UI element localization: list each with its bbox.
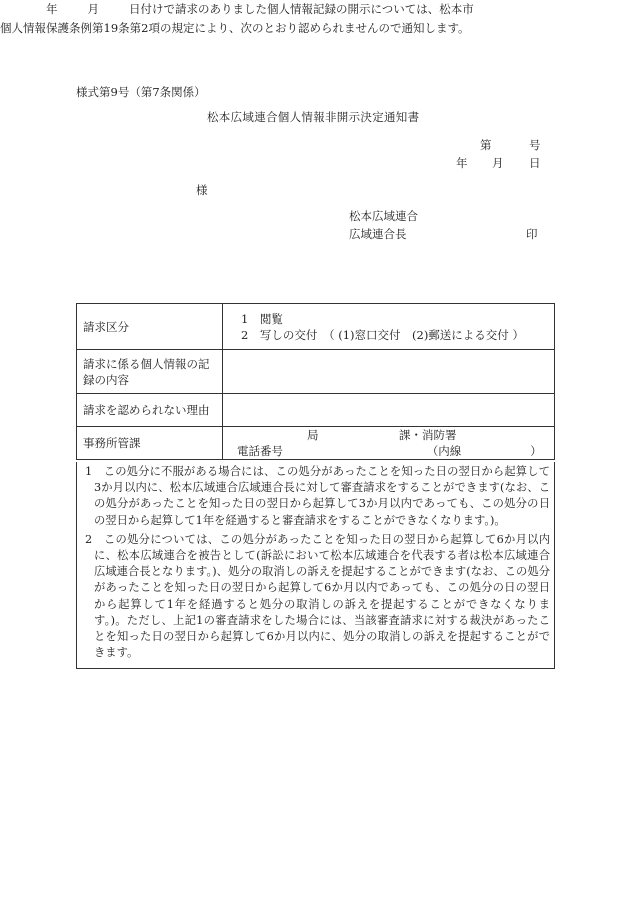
- office-dept-line: 局 課・消防署: [307, 428, 457, 442]
- date-year: 年: [456, 156, 468, 170]
- intro-year: 年: [46, 2, 58, 16]
- office-label: 事務所管課: [77, 427, 223, 460]
- note-item: 1 この処分に不服がある場合には、この処分があったことを知った日の翌日から起算して3か月以内に、松本広域連合広域連合長に対して審査請求をすることができます(なお、この処分があったことを知った日の翌日から起算して3か月以内であっても、この処分の日の翌日から起算して1年を経過すると審査請求をすることができなくなります。)。: [85, 465, 550, 527]
- note-item: 2 この処分については、この処分があったことを知った日の翌日から起算して6か月以内に、松本広域連合を被告として(訴訟において松本広域連合を代表する者は松本広域連合広域連合長となります。)、処分の取消しの訴えを提起することができます(なお、この処分があったことを知った日の翌日から起算して6か月以内であっても、この処分の日の翌日から起算して1年を経過すると処分の取消しの訴えを提起することができなくなります。)。ただし、上記1の審査請求をした場合には、当該審査請求に対する裁決があったことを知った日の翌日から起算して6か月以内に、処分の取消しの訴えを提起することができます。: [85, 532, 550, 660]
- reason-label: 請求を認められない理由: [77, 394, 223, 427]
- intro-line-1-rest: 日付けで請求のありました個人情報記録の開示については、松本市: [129, 2, 474, 16]
- sender-org: 松本広域連合: [349, 209, 418, 223]
- table-row: [77, 350, 555, 394]
- intro-line-2: 個人情報保護条例第19条第2項の規定により、次のとおり認められませんので通知します。: [0, 21, 470, 35]
- intro-month: 月: [87, 2, 99, 16]
- intro-line-1: [0, 0, 478, 19]
- date-day: 日: [529, 156, 541, 170]
- content-label: 請求に係る個人情報の記録の内容: [77, 350, 223, 394]
- sender-title: 広域連合長: [349, 227, 407, 241]
- table-row: [77, 304, 555, 350]
- recipient-suffix: 様: [196, 183, 208, 197]
- request-type-value: [223, 304, 555, 350]
- request-type-option-copy: 2 写しの交付 （ (1)窓口交付 (2)郵送による交付 ）: [241, 327, 524, 342]
- table-row: [77, 394, 555, 427]
- info-table: [76, 303, 555, 460]
- notes-box: [76, 462, 555, 669]
- form-label: 様式第9号（第7条関係）: [76, 85, 206, 99]
- doc-number-suffix: 号: [529, 138, 541, 152]
- seal-mark: 印: [526, 227, 538, 241]
- content-value: [223, 350, 555, 394]
- office-value: [223, 427, 555, 460]
- reason-value: [223, 394, 555, 427]
- table-row: [77, 427, 555, 460]
- date-month: 月: [492, 156, 504, 170]
- office-phone-line: 電話番号 （内線 ）: [237, 444, 542, 458]
- document-title: 松本広域連合個人情報非開示決定通知書: [207, 110, 420, 124]
- doc-number-prefix: 第: [480, 138, 492, 152]
- intro-paragraph: [0, 0, 478, 38]
- request-type-option-view: 1 閲覧: [241, 311, 283, 326]
- request-type-label: 請求区分: [77, 304, 223, 350]
